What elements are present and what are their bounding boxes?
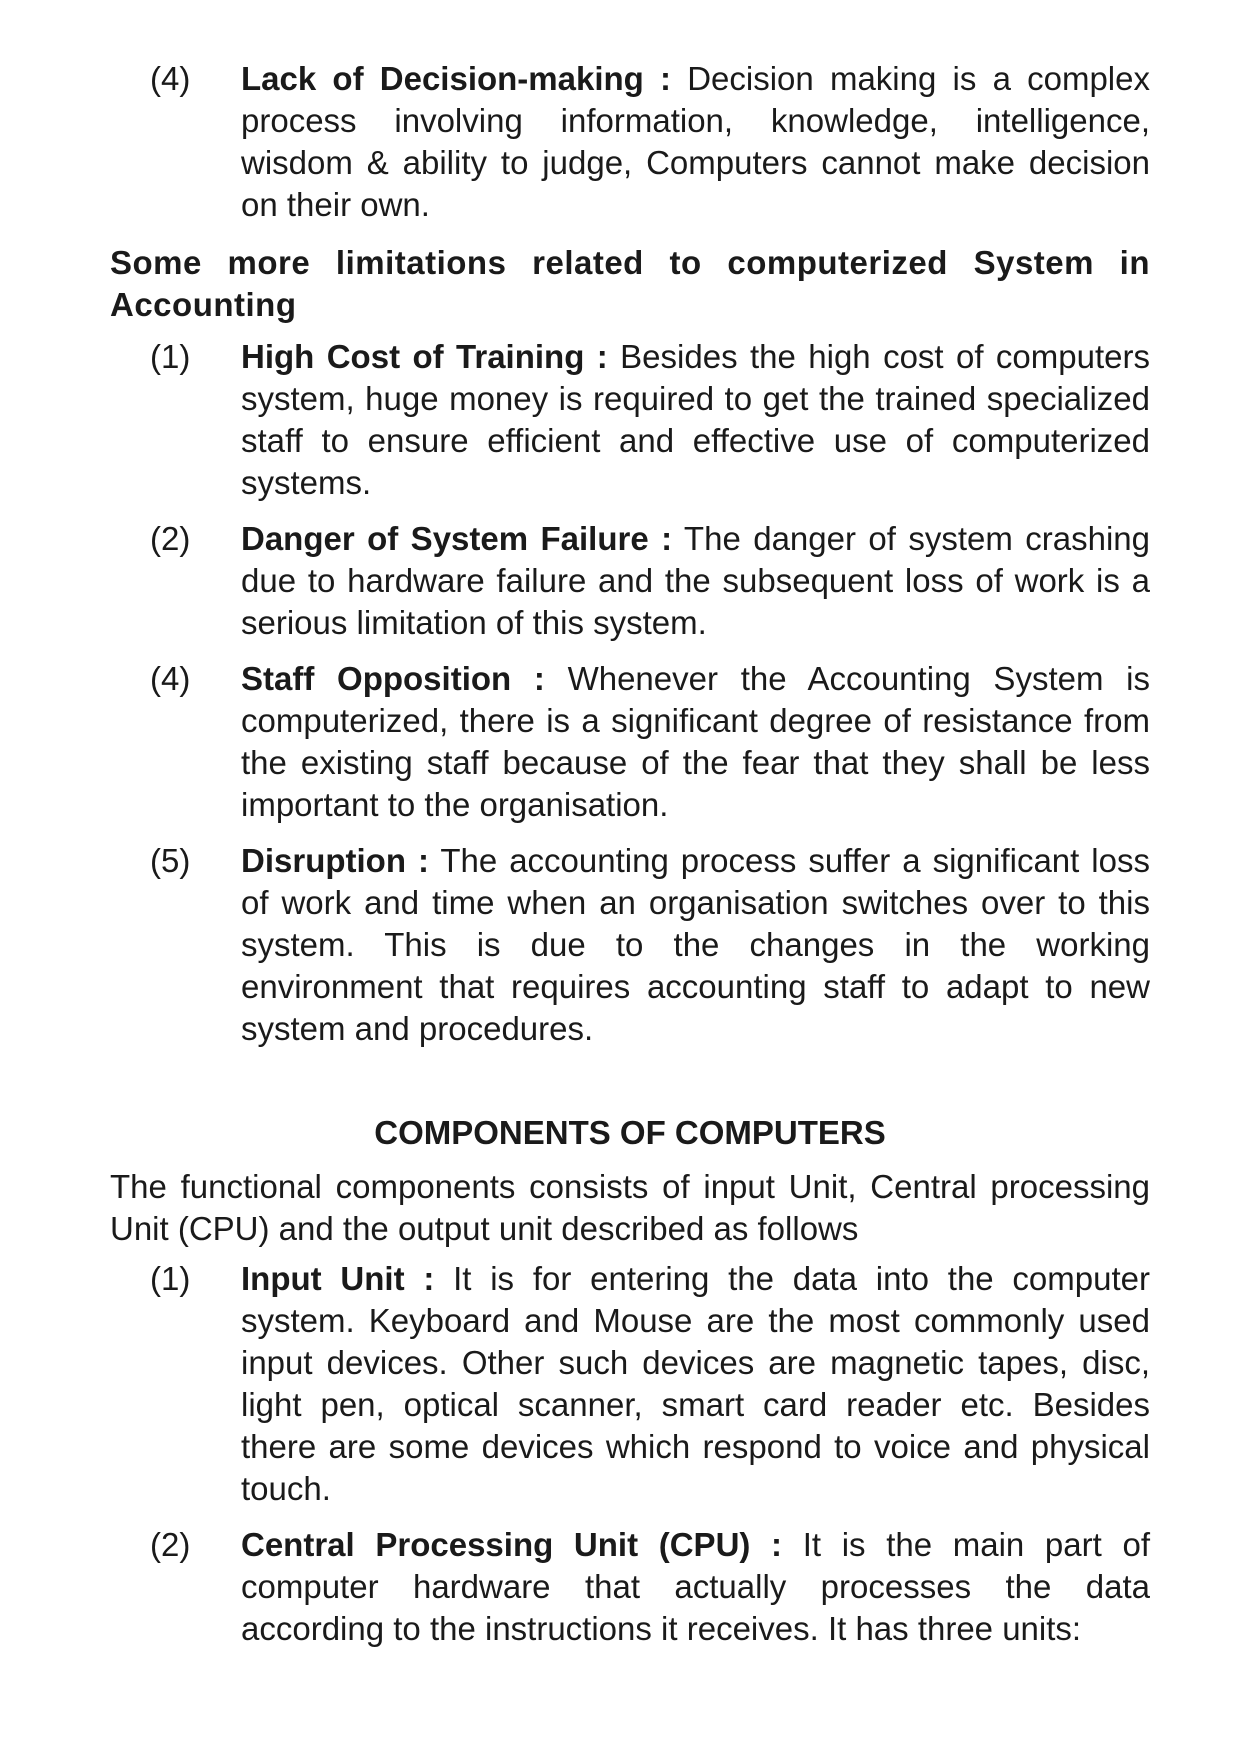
item-text: Whenever the Accounting System is computerized, there is a significant degree of resistance from the existing staff because of the fear that they shall be less important to the organisation. xyxy=(241,660,1150,823)
document-page xyxy=(110,58,1150,1664)
limitation-item-danger-of-system-failure xyxy=(150,518,1150,644)
item-term: Disruption : xyxy=(241,842,429,879)
item-text: It is for entering the data into the computer system. Keyboard and Mouse are the most commonly used input devices. Other such devices are magnetic tapes, disc, light pen, optical scanner, smart card reader etc. Besides there are some devices which respond to voice and physical touch. xyxy=(241,1260,1150,1507)
item-text: Decision making is a complex process involving information, knowledge, intelligence, wisdom & ability to judge, Computers cannot make decision on their own. xyxy=(241,60,1150,223)
components-intro-paragraph: The functional components consists of input Unit, Central processing Unit (CPU) and the output unit described as follows xyxy=(110,1168,1150,1247)
item-term: Central Processing Unit (CPU) : xyxy=(241,1526,783,1563)
item-number: (5) xyxy=(150,842,191,879)
item-number: (1) xyxy=(150,1260,191,1297)
limitation-item-disruption xyxy=(150,840,1150,1050)
limitation-item-high-cost-of-training xyxy=(150,336,1150,504)
item-number: (4) xyxy=(150,60,191,97)
item-number: (2) xyxy=(150,520,191,557)
item-term: Input Unit : xyxy=(241,1260,435,1297)
item-term: Lack of Decision-making : xyxy=(241,60,672,97)
item-term: Danger of System Failure : xyxy=(241,520,673,557)
component-item-cpu xyxy=(150,1524,1150,1650)
item-text: It is the main part of computer hardware that actually processes the data according to the instructions it receives. It has three units: xyxy=(241,1526,1150,1647)
item-text: Besides the high cost of computers system, huge money is required to get the trained specialized staff to ensure efficient and effective use of computerized systems. xyxy=(241,338,1150,501)
item-number: (4) xyxy=(150,660,191,697)
components-section-title: COMPONENTS OF COMPUTERS xyxy=(374,1114,886,1151)
limitation-item-lack-of-decision-making xyxy=(150,58,1150,226)
item-term: Staff Opposition : xyxy=(241,660,545,697)
item-number: (2) xyxy=(150,1526,191,1563)
item-text: The accounting process suffer a significant loss of work and time when an organisation switches over to this system. This is due to the changes in the working environment that requires accounting staff to adapt to new system and procedures. xyxy=(241,842,1150,1047)
item-number: (1) xyxy=(150,338,191,375)
component-item-input-unit xyxy=(150,1258,1150,1510)
limitation-item-staff-opposition xyxy=(150,658,1150,826)
item-term: High Cost of Training : xyxy=(241,338,608,375)
more-limitations-heading: Some more limitations related to computerized System in Accounting xyxy=(110,244,1150,323)
item-text: The danger of system crashing due to hardware failure and the subsequent loss of work is a serious limitation of this system. xyxy=(241,520,1150,641)
